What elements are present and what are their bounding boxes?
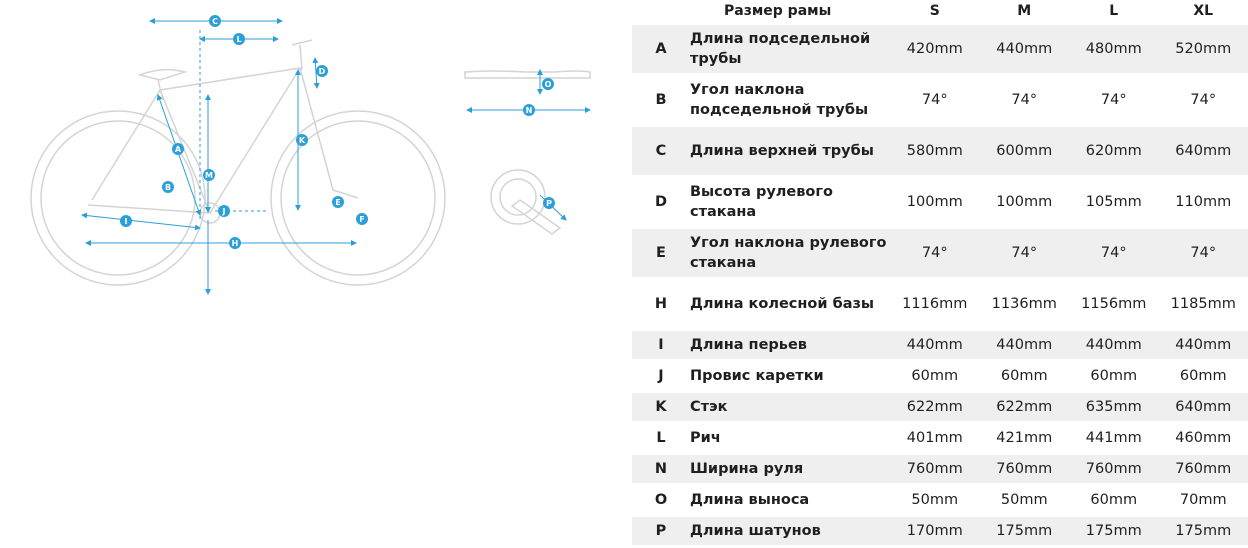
row-value-s: 401mm bbox=[890, 424, 980, 452]
table-row bbox=[632, 76, 1248, 124]
row-value-xl: 440mm bbox=[1159, 331, 1248, 359]
row-value-m: 1136mm bbox=[980, 280, 1070, 328]
row-value-l: 175mm bbox=[1069, 517, 1159, 545]
svg-text:K: K bbox=[299, 136, 306, 145]
row-value-l: 620mm bbox=[1069, 127, 1159, 175]
tag-i bbox=[120, 215, 132, 227]
row-parameter-name: Длина перьев bbox=[690, 331, 890, 359]
row-code: B bbox=[632, 76, 690, 124]
table-row bbox=[632, 424, 1248, 452]
svg-text:B: B bbox=[165, 183, 171, 192]
handlebar-top bbox=[465, 71, 590, 78]
dimension-lines bbox=[82, 21, 590, 294]
row-code: J bbox=[632, 362, 690, 390]
row-value-m: 60mm bbox=[980, 362, 1070, 390]
rear-wheel-rim bbox=[41, 121, 195, 275]
frame-size-header: Размер рамы bbox=[632, 0, 890, 22]
geometry-table bbox=[632, 0, 1248, 548]
row-value-xl: 110mm bbox=[1159, 178, 1248, 226]
row-value-xl: 74° bbox=[1159, 229, 1248, 277]
svg-text:F: F bbox=[359, 215, 364, 224]
table-row bbox=[632, 393, 1248, 421]
row-value-l: 760mm bbox=[1069, 455, 1159, 483]
row-parameter-name: Провис каретки bbox=[690, 362, 890, 390]
table-row bbox=[632, 25, 1248, 73]
row-parameter-name: Рич bbox=[690, 424, 890, 452]
row-code: E bbox=[632, 229, 690, 277]
tag-o bbox=[542, 78, 554, 90]
size-header-m: M bbox=[980, 0, 1070, 22]
row-parameter-name: Ширина руля bbox=[690, 455, 890, 483]
tag-e bbox=[332, 196, 344, 208]
tag-f bbox=[356, 213, 368, 225]
bike-outline bbox=[31, 40, 590, 285]
dimension-tags bbox=[120, 15, 555, 249]
row-value-m: 100mm bbox=[980, 178, 1070, 226]
row-parameter-name: Длина выноса bbox=[690, 486, 890, 514]
row-value-xl: 760mm bbox=[1159, 455, 1248, 483]
row-code: C bbox=[632, 127, 690, 175]
table-header-row bbox=[632, 0, 1248, 22]
table-row bbox=[632, 178, 1248, 226]
row-value-l: 440mm bbox=[1069, 331, 1159, 359]
row-value-xl: 640mm bbox=[1159, 127, 1248, 175]
row-value-l: 105mm bbox=[1069, 178, 1159, 226]
row-value-xl: 70mm bbox=[1159, 486, 1248, 514]
row-value-xl: 640mm bbox=[1159, 393, 1248, 421]
row-value-s: 420mm bbox=[890, 25, 980, 73]
row-value-l: 60mm bbox=[1069, 362, 1159, 390]
saddle bbox=[140, 70, 185, 80]
svg-text:L: L bbox=[236, 35, 241, 44]
row-value-s: 170mm bbox=[890, 517, 980, 545]
row-parameter-name: Угол наклона подседельной трубы bbox=[690, 76, 890, 124]
svg-text:O: O bbox=[545, 80, 552, 89]
tag-b bbox=[162, 181, 174, 193]
row-parameter-name: Длина верхней трубы bbox=[690, 127, 890, 175]
row-code: A bbox=[632, 25, 690, 73]
table-row bbox=[632, 362, 1248, 390]
row-value-l: 1156mm bbox=[1069, 280, 1159, 328]
row-value-m: 600mm bbox=[980, 127, 1070, 175]
row-code: I bbox=[632, 331, 690, 359]
row-value-l: 441mm bbox=[1069, 424, 1159, 452]
row-value-s: 440mm bbox=[890, 331, 980, 359]
chainring-outer bbox=[491, 170, 545, 224]
svg-text:E: E bbox=[335, 198, 340, 207]
svg-text:D: D bbox=[319, 67, 326, 76]
row-value-m: 74° bbox=[980, 229, 1070, 277]
row-code: K bbox=[632, 393, 690, 421]
tag-l bbox=[233, 33, 245, 45]
row-code: O bbox=[632, 486, 690, 514]
svg-text:A: A bbox=[175, 145, 182, 154]
svg-text:J: J bbox=[222, 207, 226, 216]
svg-text:C: C bbox=[212, 17, 218, 26]
row-parameter-name: Длина шатунов bbox=[690, 517, 890, 545]
row-value-xl: 520mm bbox=[1159, 25, 1248, 73]
row-value-xl: 74° bbox=[1159, 76, 1248, 124]
row-value-xl: 175mm bbox=[1159, 517, 1248, 545]
row-value-m: 74° bbox=[980, 76, 1070, 124]
tag-c bbox=[209, 15, 221, 27]
row-value-s: 760mm bbox=[890, 455, 980, 483]
row-value-s: 100mm bbox=[890, 178, 980, 226]
row-value-m: 440mm bbox=[980, 331, 1070, 359]
table-row bbox=[632, 280, 1248, 328]
row-value-s: 74° bbox=[890, 229, 980, 277]
row-value-xl: 1185mm bbox=[1159, 280, 1248, 328]
row-value-xl: 460mm bbox=[1159, 424, 1248, 452]
tag-j bbox=[218, 205, 230, 217]
size-header-s: S bbox=[890, 0, 980, 22]
row-value-s: 74° bbox=[890, 76, 980, 124]
row-value-m: 760mm bbox=[980, 455, 1070, 483]
row-value-l: 74° bbox=[1069, 229, 1159, 277]
row-code: N bbox=[632, 455, 690, 483]
row-value-s: 622mm bbox=[890, 393, 980, 421]
row-code: P bbox=[632, 517, 690, 545]
row-parameter-name: Длина колесной базы bbox=[690, 280, 890, 328]
tag-d bbox=[316, 65, 328, 77]
table-row bbox=[632, 229, 1248, 277]
table-row bbox=[632, 517, 1248, 545]
tag-p bbox=[543, 197, 555, 209]
size-header-l: L bbox=[1069, 0, 1159, 22]
row-value-m: 50mm bbox=[980, 486, 1070, 514]
row-value-m: 440mm bbox=[980, 25, 1070, 73]
tag-n bbox=[523, 104, 535, 116]
row-value-l: 74° bbox=[1069, 76, 1159, 124]
svg-text:H: H bbox=[232, 239, 239, 248]
row-value-xl: 60mm bbox=[1159, 362, 1248, 390]
svg-text:I: I bbox=[125, 217, 128, 226]
tag-k bbox=[296, 134, 308, 146]
row-value-l: 60mm bbox=[1069, 486, 1159, 514]
table-row bbox=[632, 127, 1248, 175]
tag-m bbox=[203, 169, 215, 181]
row-value-s: 1116mm bbox=[890, 280, 980, 328]
row-parameter-name: Угол наклона рулевого стакана bbox=[690, 229, 890, 277]
tag-h bbox=[229, 237, 241, 249]
row-value-m: 421mm bbox=[980, 424, 1070, 452]
table-row bbox=[632, 455, 1248, 483]
table-row bbox=[632, 331, 1248, 359]
row-value-s: 580mm bbox=[890, 127, 980, 175]
size-header-xl: XL bbox=[1159, 0, 1248, 22]
frame bbox=[88, 68, 358, 213]
svg-text:N: N bbox=[526, 106, 533, 115]
row-value-l: 635mm bbox=[1069, 393, 1159, 421]
stem-bar bbox=[292, 40, 312, 70]
row-value-m: 175mm bbox=[980, 517, 1070, 545]
row-parameter-name: Высота рулевого стакана bbox=[690, 178, 890, 226]
svg-text:M: M bbox=[205, 171, 213, 180]
row-code: H bbox=[632, 280, 690, 328]
row-parameter-name: Длина подседельной трубы bbox=[690, 25, 890, 73]
table-row bbox=[632, 486, 1248, 514]
row-parameter-name: Стэк bbox=[690, 393, 890, 421]
row-value-s: 50mm bbox=[890, 486, 980, 514]
svg-text:P: P bbox=[546, 199, 552, 208]
row-value-m: 622mm bbox=[980, 393, 1070, 421]
tag-a bbox=[172, 143, 184, 155]
row-value-l: 480mm bbox=[1069, 25, 1159, 73]
row-value-s: 60mm bbox=[890, 362, 980, 390]
row-code: D bbox=[632, 178, 690, 226]
row-code: L bbox=[632, 424, 690, 452]
